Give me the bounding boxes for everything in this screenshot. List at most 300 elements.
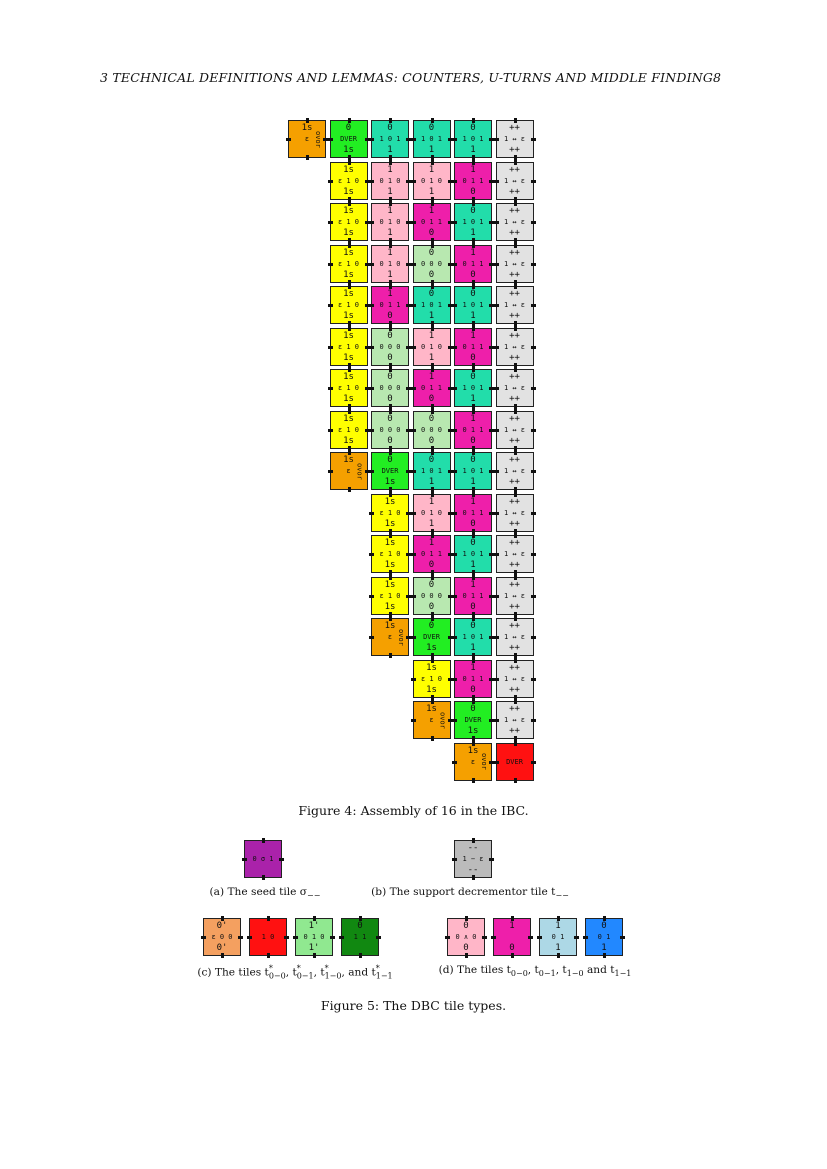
caption-part: 0−0: [510, 969, 528, 979]
tile-top-label: 0: [470, 206, 476, 216]
tile: [371, 369, 409, 407]
tile-center-label: ε 1 0: [337, 342, 360, 351]
tile-top-label: 1: [470, 247, 476, 258]
tile: [330, 452, 368, 490]
tile: [249, 918, 287, 956]
tile: [496, 328, 534, 366]
tile-center-label: ε 1 0: [337, 218, 360, 226]
tile-top-label: 0: [428, 621, 435, 631]
tile: [413, 203, 451, 241]
tile-bottom-label: 0: [387, 311, 393, 321]
tile-center-label: 1 ↔ ε: [503, 633, 526, 641]
tile: [493, 918, 531, 956]
caption-part: 1−0: [324, 971, 342, 981]
caption-part: *: [268, 964, 273, 973]
tile-bottom-label: ++: [509, 560, 520, 570]
tile-center-label: ε 0 0: [211, 933, 233, 941]
tile-top-label: 0: [357, 921, 363, 931]
tile-center-label: 0 1: [597, 933, 611, 941]
tile-side-label: ovor: [314, 130, 322, 148]
tile-side-label: ovor: [355, 462, 364, 480]
tile-center-label: ε 1 0: [337, 259, 360, 268]
tile: [413, 245, 451, 283]
tile-center-label: 1 ↔ ε: [503, 218, 526, 226]
caption-part: , t: [527, 964, 539, 976]
tile: [371, 494, 409, 532]
tile: [371, 120, 409, 158]
tile-bottom-label: ++: [509, 435, 520, 446]
tile-center-label: ε: [387, 633, 393, 641]
tile-top-label: ++: [509, 579, 520, 590]
tile-bottom-label: 1: [387, 269, 393, 280]
tile-bottom-label: 0: [387, 435, 393, 446]
tile-center-label: 0 1 1: [462, 176, 484, 185]
tile-bottom-label: 0: [470, 684, 476, 695]
caption-part: (d) The tiles t: [438, 964, 511, 976]
tile: [371, 245, 409, 283]
tile: [371, 618, 409, 656]
tile-bottom-label: 1: [387, 145, 393, 155]
tile-top-label: ++: [509, 621, 520, 631]
tile-center-label: 0 1: [551, 933, 565, 941]
tile-bottom-label: ++: [509, 228, 520, 238]
tile-top-label: 1: [555, 921, 561, 931]
tile-bottom-label: 1: [470, 311, 476, 321]
tile-top-label: 1': [308, 921, 320, 931]
caption-part: 0−1: [296, 971, 314, 981]
tile-top-label: 0: [470, 372, 476, 382]
tile-top-label: 0: [387, 372, 393, 382]
tile-center-label: 0 1 0: [379, 218, 401, 226]
tile-top-label: 1s: [384, 579, 396, 590]
tile: [454, 743, 492, 781]
tile: [413, 618, 451, 656]
tile: [454, 120, 492, 158]
tile-center-label: 1 0 1: [420, 135, 443, 143]
caption-part: , and t: [341, 966, 376, 979]
tile-bottom-label: 0: [428, 560, 435, 570]
tile-center-label: 0 1 1: [462, 591, 484, 600]
tile: [454, 411, 492, 449]
tile: [454, 701, 492, 739]
tile-top-label: 0: [470, 538, 476, 548]
tile-top-label: 1: [428, 206, 435, 216]
tile-center-label: 1 0 1: [420, 467, 443, 475]
tile-bottom-label: ++: [509, 518, 520, 529]
figure-5-caption: Figure 5: The DBC tile types.: [320, 998, 507, 1013]
tile-top-label: 0: [345, 123, 352, 133]
tile-center-label: 0 0 0: [379, 342, 401, 351]
caption-part: 1−0: [566, 969, 584, 979]
subcaption-b: (b) The support decrementor tile $t_{--}$: [371, 886, 569, 901]
tile-top-label: ++: [509, 164, 520, 175]
caption-part: , t: [313, 966, 325, 979]
tile-top-label: 1s: [467, 745, 479, 756]
tile-bottom-label: 0: [463, 943, 469, 953]
tile-top-label: 1s: [384, 538, 396, 548]
tile-top-label: 1: [428, 164, 435, 175]
tile: [496, 577, 534, 615]
tile-top-label: 1: [509, 921, 515, 931]
tile: [244, 840, 282, 878]
caption-part: *: [324, 964, 329, 973]
tile-bottom-label: 1s: [384, 518, 396, 529]
tile-top-label: ++: [509, 538, 520, 548]
tile: [454, 369, 492, 407]
tile-center-label: 1 ↔ ε: [503, 674, 526, 683]
tile-top-label: 1: [428, 538, 435, 548]
tile-bottom-label: ++: [509, 352, 520, 363]
tile-center-label: ε 1 0: [420, 674, 443, 683]
tile: [454, 328, 492, 366]
tile: [413, 701, 451, 739]
tile: [447, 918, 485, 956]
tile-center-label: ε 1 0: [337, 176, 360, 185]
tile-center-label: 0 0 0: [420, 591, 443, 600]
tile: [295, 918, 333, 956]
running-header: 3 TECHNICAL DEFINITIONS AND LEMMAS: COUNTERS, U-TURNS AND MIDDLE FINDING8: [100, 70, 722, 85]
tile-bottom-label: 0: [509, 943, 515, 953]
figure-4-caption: Figure 4: Assembly of 16 in the IBC.: [298, 803, 529, 818]
tile: [496, 701, 534, 739]
tile-top-label: 1: [470, 579, 476, 590]
tile: [413, 577, 451, 615]
tile-center-label: 0 1 1: [420, 384, 443, 392]
caption-part: and t: [583, 964, 615, 976]
tile-center-label: 1 0: [261, 933, 275, 941]
tile: [288, 120, 326, 158]
tile: [496, 120, 534, 158]
tile-top-label: 0: [387, 455, 393, 465]
caption-part: 0−0: [268, 971, 286, 981]
tile-top-label: ++: [509, 330, 520, 341]
tile-top-label: 1: [428, 496, 435, 507]
tile-center-label: 1 ↔ ε: [503, 301, 526, 309]
tile: [454, 618, 492, 656]
tile: [413, 120, 451, 158]
tile-top-label: 0': [216, 921, 228, 931]
tile: [454, 660, 492, 698]
tile-center-label: 0 0 0: [379, 384, 401, 392]
tile-center-label: ε: [429, 716, 434, 724]
tile-top-label: 0: [428, 455, 435, 465]
tile-center-label: 1 0 1: [462, 550, 484, 558]
tile-center-label: 1 ↔ ε: [503, 135, 526, 143]
tile-center-label: 0 1 1: [462, 259, 484, 268]
tile: [496, 369, 534, 407]
tile-center-label: 0 1 1: [420, 218, 443, 226]
tile-bottom-label: ++: [509, 394, 520, 404]
tile-bottom-label: 1: [387, 228, 393, 238]
tile-top-label: 1s: [343, 372, 354, 382]
tile-top-label: 1s: [343, 289, 354, 299]
tile: [496, 411, 534, 449]
tile-top-label: 1: [470, 496, 476, 507]
tile: [496, 452, 534, 490]
tile-top-label: ++: [509, 206, 520, 216]
tile-center-label: 1 ↔ ε: [503, 716, 526, 724]
tile-bottom-label: 0: [428, 435, 435, 446]
tile-bottom-label: 0: [428, 228, 435, 238]
tile-top-label: 0: [463, 921, 469, 931]
tile-bottom-label: 1: [428, 186, 435, 197]
tile: [454, 286, 492, 324]
tile: [413, 660, 451, 698]
tile: [454, 535, 492, 573]
tile-top-label: 0: [470, 621, 476, 631]
tile: [496, 618, 534, 656]
subcaption-a: (a) The seed tile $\sigma_{--}$: [209, 886, 321, 901]
tile-center-label: ε: [470, 757, 476, 766]
tile-bottom-label: 1: [428, 311, 435, 321]
tile: [413, 328, 451, 366]
tile: [413, 369, 451, 407]
tile-top-label: 0: [601, 921, 607, 931]
tile-bottom-label: ++: [509, 186, 520, 197]
tile-center-label: 0 1 0: [379, 259, 401, 268]
tile-bottom-label: 0: [470, 601, 476, 612]
tile-bottom-label: ++: [509, 477, 520, 487]
tile-center-label: 1 ↔ ε: [503, 508, 526, 517]
tile: [413, 286, 451, 324]
tile: [371, 203, 409, 241]
tile-top-label: 0: [428, 413, 435, 424]
tile-bottom-label: 0: [387, 352, 393, 363]
tile-center-label: 1 − ε: [462, 855, 484, 863]
tile-bottom-label: 1: [387, 186, 393, 197]
tile-bottom-label: 1s: [343, 145, 354, 155]
tile-center-label: ε 1 0: [337, 301, 360, 309]
tile-top-label: 0: [387, 123, 393, 133]
tile-side-label: ovor: [397, 628, 405, 646]
tile: [454, 245, 492, 283]
tile-glue-bot: [511, 953, 514, 958]
tile-top-label: 1: [470, 413, 476, 424]
tile-center-label: 1 1: [353, 933, 367, 941]
tile-top-label: ++: [509, 247, 520, 258]
subcaption-c: [180, 964, 410, 981]
tile: [330, 369, 368, 407]
tile-top-label: 0: [470, 455, 476, 465]
tile-bottom-label: 1: [428, 518, 435, 529]
tile-bottom-label: 0: [428, 269, 435, 280]
tile-glue-lft: [491, 936, 496, 939]
tile-center-label: 0 1 1: [462, 342, 484, 351]
caption-part: , t: [285, 966, 297, 979]
tile-top-label: 0: [470, 123, 476, 133]
tile-bottom-label: ++: [509, 145, 520, 155]
tile-bottom-label: ++: [509, 684, 520, 695]
tile: [454, 452, 492, 490]
tile-bottom-label: 0: [470, 352, 476, 363]
tile: [330, 245, 368, 283]
tile-top-label: 0: [387, 413, 393, 424]
tile-center-label: 1 ↔ ε: [503, 591, 526, 600]
tile-bottom-label: 0: [428, 394, 435, 404]
tile-top-label: ++: [509, 455, 520, 465]
tile-center-label: ε: [346, 467, 351, 475]
tile-top-label: 1: [387, 206, 393, 216]
tile-top-label: 1s: [343, 455, 354, 465]
tile: [585, 918, 623, 956]
tile: [496, 535, 534, 573]
tile-top-label: 1s: [343, 206, 354, 216]
tile-top-label: 1s: [343, 413, 354, 424]
caption-part: 1−1: [375, 971, 393, 981]
tile-top-label: ++: [509, 123, 520, 133]
tile: [371, 452, 409, 490]
tile: [371, 162, 409, 200]
tile-bottom-label: 1: [601, 943, 607, 953]
tile-bottom-label: 0': [216, 943, 228, 953]
tile-bottom-label: 1: [470, 228, 476, 238]
tile-center-label: 0 σ 1: [252, 855, 274, 863]
tile: [330, 328, 368, 366]
tile: [330, 203, 368, 241]
tile-top-label: 0: [428, 123, 435, 133]
tile-top-label: 1: [387, 247, 393, 258]
tile-center-label: 1 0 1: [462, 301, 484, 309]
tile-center-label: ε: [304, 135, 310, 143]
tile-center-label: DVER: [506, 757, 523, 766]
tile-top-label: 1s: [343, 330, 354, 341]
caption-part: *: [296, 964, 301, 973]
tile-side-label: ovor: [438, 711, 447, 729]
tile-center-label: ε 1 0: [379, 550, 401, 558]
tile-top-label: 1s: [384, 621, 396, 631]
tile-bottom-label: 1s: [343, 269, 354, 280]
tile: [413, 494, 451, 532]
tile-center-label: 1 ↔ ε: [503, 384, 526, 392]
tile-top-label: ++: [509, 704, 520, 714]
tile-center-label: ε 1 0: [379, 591, 401, 600]
tile-bottom-label: 1: [470, 394, 476, 404]
tile-bottom-label: 1s: [467, 726, 479, 736]
tile-bottom-label: 0: [470, 435, 476, 446]
tile-center-label: 1 0 1: [462, 384, 484, 392]
tile-top-label: 0: [428, 289, 435, 299]
caption-part: *: [375, 964, 380, 973]
caption-part: 0−1: [538, 969, 556, 979]
tile-bottom-label: 1: [470, 477, 476, 487]
tile-center-label: 1 ↔ ε: [503, 467, 526, 475]
tile-bottom-label: 1: [428, 145, 435, 155]
tile-bottom-label: 1s: [384, 477, 396, 487]
tile: [330, 120, 368, 158]
tile-bottom-label: 1: [428, 477, 435, 487]
tile-center-label: 0 1 0: [420, 176, 443, 185]
tile-top-label: ++: [509, 662, 520, 673]
tile-bottom-label: 1: [555, 943, 561, 953]
tile-bottom-label: 1s: [343, 352, 354, 363]
tile: [371, 535, 409, 573]
tile-center-label: 1 0 1: [462, 467, 484, 475]
tile-center-label: 1 ↔ ε: [503, 425, 526, 434]
tile: [371, 577, 409, 615]
tile-bottom-label: 1s: [384, 560, 396, 570]
tile-top-label: ++: [509, 496, 520, 507]
tile-bottom-label: 1: [470, 643, 476, 653]
tile-center-label: ε 1 0: [379, 508, 401, 517]
tile: [454, 494, 492, 532]
tile-center-label: 0 ∧ 0: [455, 933, 477, 941]
tile: [496, 245, 534, 283]
tile: [413, 411, 451, 449]
tile-bottom-label: 0: [470, 518, 476, 529]
tile-top-label: ++: [509, 413, 520, 424]
tile-center-label: 0 1 0: [379, 176, 401, 185]
tile: [371, 328, 409, 366]
tile-center-label: 0 0 0: [420, 259, 443, 268]
tile: [413, 162, 451, 200]
tile-bottom-label: 0: [470, 186, 476, 197]
tile-center-label: 0 0 0: [420, 425, 443, 434]
tile-center-label: 0 1 1: [462, 674, 484, 683]
tile-bottom-label: 0: [470, 269, 476, 280]
tile-center-label: 1 0 1: [379, 135, 401, 143]
tile-top-label: 0: [428, 579, 435, 590]
tile: [496, 743, 534, 781]
tile: [496, 660, 534, 698]
tile-center-label: DVER: [423, 633, 440, 641]
caption-part: (c) The tiles t: [197, 966, 269, 979]
tile-top-label: 0: [470, 289, 476, 299]
tile: [371, 411, 409, 449]
tile-center-label: ε 1 0: [337, 384, 360, 392]
tile-bottom-label: --: [467, 865, 479, 875]
tile: [203, 918, 241, 956]
tile-bottom-label: 1s: [343, 435, 354, 446]
tile-bottom-label: 1: [470, 560, 476, 570]
tile-center-label: 1 ↔ ε: [503, 342, 526, 351]
tile: [413, 452, 451, 490]
tile-center-label: 0 1 0: [303, 933, 325, 941]
tile: [454, 203, 492, 241]
tile: [330, 162, 368, 200]
tile-glue-rgt: [528, 936, 533, 939]
tile-bottom-label: ++: [509, 269, 520, 280]
tile-top-label: 1s: [343, 164, 354, 175]
tile-bottom-label: ++: [509, 726, 520, 736]
tile-top-label: 1: [428, 372, 435, 382]
tile: [454, 577, 492, 615]
tile-top-label: 1s: [426, 704, 437, 714]
tile-center-label: DVER: [464, 716, 482, 724]
tile-top-label: 1: [470, 164, 476, 175]
tile-top-label: 1: [387, 289, 393, 299]
tile-top-label: 1s: [384, 496, 396, 507]
tile-bottom-label: 1s: [343, 394, 354, 404]
tile: [496, 286, 534, 324]
tile-bottom-label: 1s: [426, 643, 437, 653]
tile-top-label: ++: [509, 289, 520, 299]
tile-center-label: 0 1 0: [420, 342, 443, 351]
tile: [496, 494, 534, 532]
tile-bottom-label: ++: [509, 643, 520, 653]
tile-bottom-label: 1: [470, 145, 476, 155]
tile: [496, 203, 534, 241]
tile-top-label: 1: [387, 164, 393, 175]
tile-top-label: 0: [387, 330, 393, 341]
tile: [539, 918, 577, 956]
tile-center-label: 0 0 0: [379, 425, 401, 434]
tile: [413, 535, 451, 573]
tile-center-label: 0 1 1: [379, 301, 401, 309]
tile-side-label: ovor: [480, 753, 488, 770]
tile-bottom-label: 1s: [343, 311, 354, 321]
tile-top-label: 1: [428, 330, 435, 341]
tile: [371, 286, 409, 324]
